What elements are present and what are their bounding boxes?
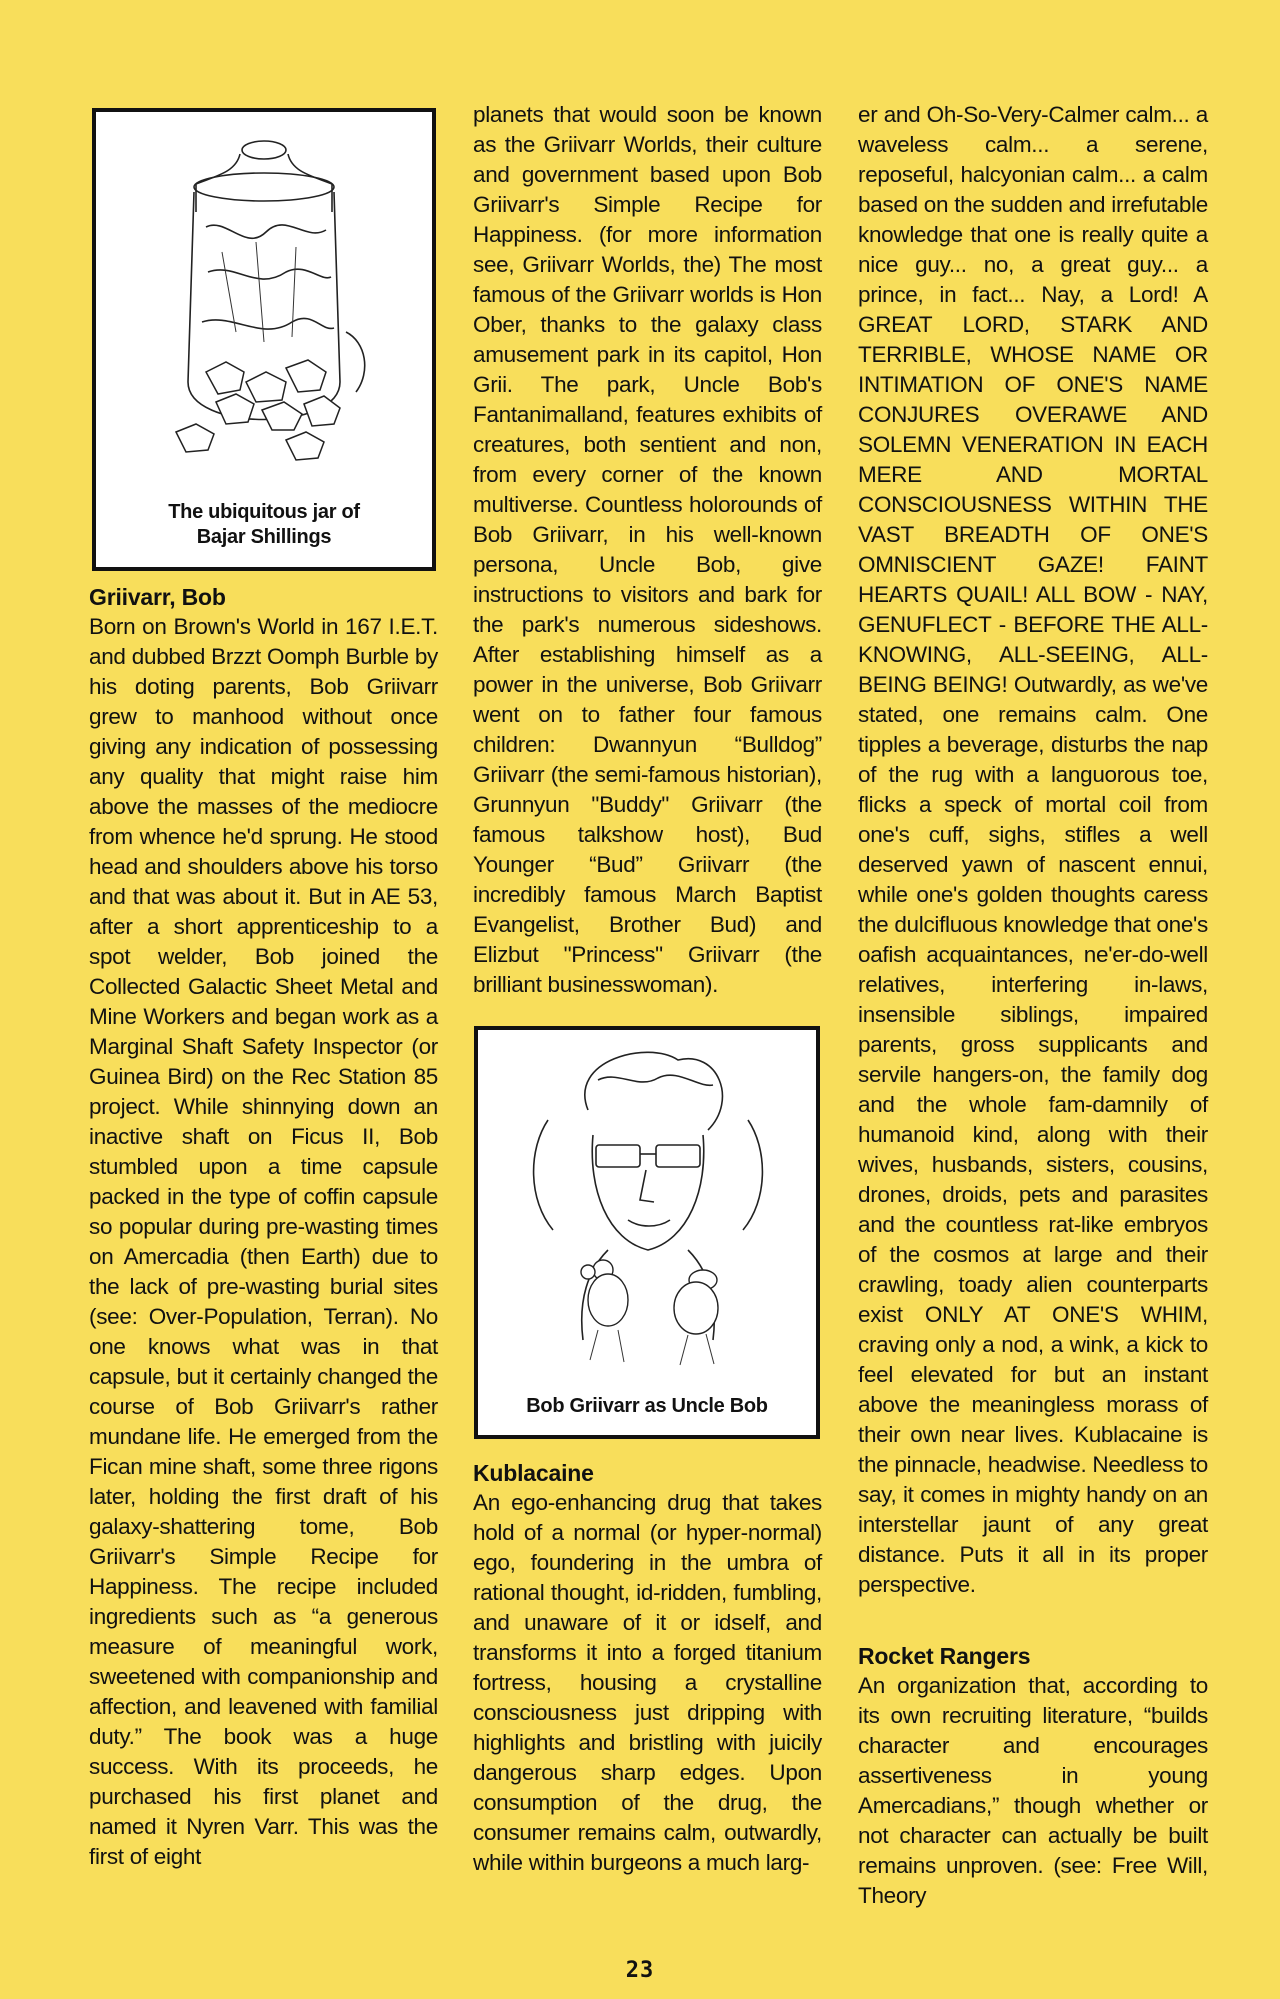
jar-of-coins-illustration (136, 132, 396, 472)
column-3-lower (858, 1641, 1208, 1911)
entry-body-kublacaine-part1: An ego-enhancing drug that takes hold of a normal (or hyper-normal) ego, foundering in the umbra of rational thought, id-ridden, fumbling, and unaware of it or idself, and transforms it into a forged titanium fortress, housing a crystalline consciousness just dripping with highlights and bristling with juicily dangerous sharp edges. Upon consumption of the drug, the consumer remains calm, outwardly, while within burgeons a much larg- (473, 1490, 822, 1875)
column-2-lower (473, 1458, 822, 1878)
column-2 (473, 100, 822, 1000)
entry-body-griivarr-part2: planets that would soon be known as the Griivarr Worlds, their culture and government based upon Bob Griivarr's Simple Recipe for Happiness. (for more information see, Griivarr Worlds, the) The most famous of the Griivarr worlds is Hon Ober, thanks to the galaxy class amusement park in its capitol, Hon Grii. The park, Uncle Bob's Fantanimalland, features exhibits of creatures, both sentient and non, from every corner of the known multiverse. Countless holorounds of Bob Griivarr, in his well-known persona, Uncle Bob, give instructions to visitors and bark for the park's numerous sideshows. After establishing himself as a power in the universe, Bob Griivarr went on to father four famous children: Dwannyun “Bulldog” Griivarr (the semi-famous historian), Grunnyun "Buddy" Griivarr (the famous talkshow host), Bud Younger “Bud” Griivarr (the incredibly famous March Baptist Evangelist, Brother Bud) and Elizbut "Princess" Griivarr (the brilliant businesswoman). (473, 102, 822, 997)
column-3 (858, 100, 1208, 1600)
entry-body-rocket-rangers: An organization that, according to its own recruiting literature, “builds character and encourages assertiveness in young Amercadians,” though whether or not character can actually be built remains unproven. (see: Free Will, Theory (858, 1673, 1208, 1908)
jar-caption (96, 500, 432, 550)
jar-figure (92, 108, 436, 571)
uncle-bob-portrait-illustration (528, 1040, 768, 1380)
uncle-bob-caption: Bob Griivarr as Uncle Bob (526, 1395, 768, 1417)
entry-heading-kublacaine: Kublacaine (473, 1460, 594, 1486)
entry-heading-griivarr: Griivarr, Bob (89, 584, 226, 610)
page-number: 23 (625, 1958, 655, 1983)
jar-caption-line1: The ubiquitous jar of (168, 501, 360, 523)
entry-body-kublacaine-part2: er and Oh-So-Very-Calmer calm... a waveless calm... a serene, reposeful, halcyonian calm... a calm based on the sudden and irrefutable knowledge that one is really quite a nice guy... no, a great guy... a prince, in fact... Nay, a Lord! A GREAT LORD, STARK AND TERRIBLE, WHOSE NAME OR INTIMATION OF ONE'S NAME CONJURES OVERAWE AND SOLEMN VENERATION IN EACH MERE AND MORTAL CONSCIOUSNESS WITHIN THE VAST BREADTH OF ONE'S OMNISCIENT GAZE! FAINT HEARTS QUAIL! ALL BOW - NAY, GENUFLECT - BEFORE THE ALL-KNOWING, ALL-SEEING, ALL-BEING BEING! Outwardly, as we've stated, one remains calm. One tipples a beverage, disturbs the nap of the rug with a languorous toe, flicks a speck of mortal coil from one's cuff, sighs, stifles a well deserved yawn of nascent ennui, while one's golden thoughts caress the dulcifluous knowledge that one's oafish acquaintances, ne'er-do-well relatives, interfering in-laws, insensible siblings, impaired parents, gross supplicants and servile hangers-on, the family dog and the whole fam-damnily of humanoid kind, along with their wives, husbands, sisters, cousins, drones, droids, pets and parasites and the countless rat-like embryos of the cosmos at large and their crawling, toady alien counterparts exist ONLY AT ONE'S WHIM, craving only a nod, a wink, a kick to feel elevated for but an instant above the meaningless morass of their own near lives. Kublacaine is the pinnacle, headwise. Needless to say, it comes in mighty handy on an interstellar jaunt of any great distance. Puts it all in its proper perspective. (858, 102, 1208, 1597)
entry-heading-rocket-rangers: Rocket Rangers (858, 1643, 1031, 1669)
uncle-bob-figure (474, 1026, 820, 1439)
jar-caption-line2: Bajar Shillings (196, 526, 332, 548)
entry-body-griivarr-part1: Born on Brown's World in 167 I.E.T. and dubbed Brzzt Oomph Burble by his doting parents, Bob Griivarr grew to manhood without once giving any indication of possessing any quality that might raise him above the masses of the mediocre from whence he'd sprung. He stood head and shoulders above his torso and that was about it. But in AE 53, after a short apprenticeship to a spot welder, Bob joined the Collected Galactic Sheet Metal and Mine Workers and began work as a Marginal Shaft Safety Inspector (or Guinea Bird) on the Rec Station 85 project. While shinnying down an inactive shaft on Ficus II, Bob stumbled upon a time capsule packed in the type of coffin capsule so popular during pre-wasting times on Amercadia (then Earth) due to the lack of pre-wasting burial sites (see: Over-Population, Terran). No one knows what was in that capsule, but it certainly changed the course of Bob Griivarr's rather mundane life. He emerged from the Fican mine shaft, some three rigons later, holding the first draft of his galaxy-shattering tome, Bob Griivarr's Simple Recipe for Happiness. The recipe included ingredients such as “a generous measure of meaningful work, sweetened with companionship and affection, and leavened with familial duty.” The book was a huge success. With its proceeds, he purchased his first planet and named it Nyren Varr. This was the first of eight (89, 614, 438, 1869)
column-1 (89, 582, 438, 1872)
